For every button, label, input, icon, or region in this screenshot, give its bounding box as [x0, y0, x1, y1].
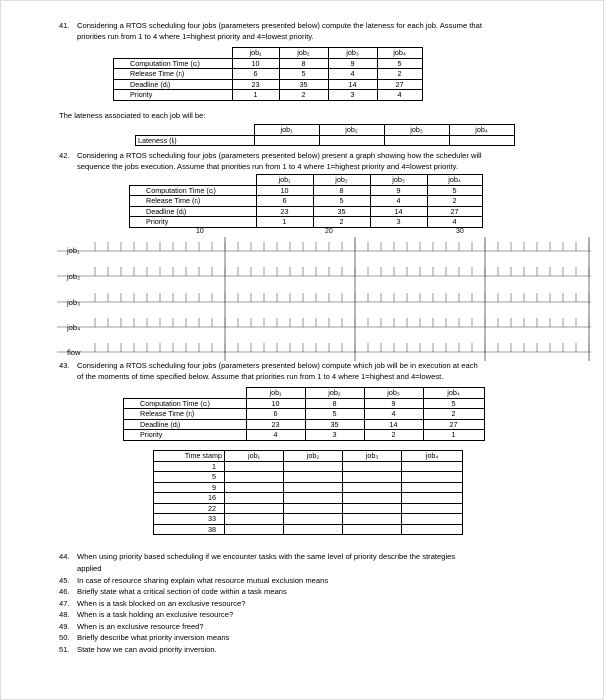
table-header-cell: job₃: [384, 125, 449, 136]
table-cell: 14: [328, 79, 377, 90]
gantt-grid[interactable]: [1, 237, 604, 363]
table-header-cell: job₂: [319, 125, 384, 136]
table-header-cell: job₄: [402, 451, 463, 462]
table-cell: 2: [423, 409, 484, 420]
table-cell: 5: [305, 409, 364, 420]
question-number: 50.: [59, 633, 70, 642]
table-row: [130, 217, 483, 228]
table-corner: [114, 48, 233, 59]
question-43: [59, 361, 478, 372]
table-row: [130, 196, 483, 207]
row-label: Computation Time (cᵢ): [124, 398, 247, 409]
answer-cell[interactable]: [402, 524, 463, 535]
table-cell: 10: [256, 185, 313, 196]
table-header-cell: Time stamp: [154, 451, 225, 462]
table-cell: 1: [232, 90, 279, 101]
table-row: [124, 419, 485, 430]
question-number: 43.: [59, 361, 70, 370]
timestamp-cell: 16: [154, 493, 225, 504]
table-row: [154, 503, 463, 514]
table-row: [124, 409, 485, 420]
table-cell: 5: [377, 58, 422, 69]
timestamp-cell: 38: [154, 524, 225, 535]
table-row: [124, 398, 485, 409]
question-text: When is a task holding an exclusive resource?: [77, 610, 234, 619]
tick-label: 30: [456, 228, 464, 235]
answer-cell[interactable]: [225, 482, 284, 493]
answer-cell[interactable]: [449, 135, 514, 146]
table-cell: 2: [377, 69, 422, 80]
lateness-intro: The lateness associated to each job will be:: [59, 111, 206, 120]
table-cell: 35: [305, 419, 364, 430]
question-text: When using priority based scheduling if we encounter tasks with the same level of priority describe the strategies: [77, 552, 456, 561]
answer-cell[interactable]: [254, 135, 319, 146]
table-cell: 3: [370, 217, 427, 228]
gantt-label-job1: job₁: [67, 246, 80, 255]
answer-cell[interactable]: [343, 461, 402, 472]
table-header-cell: job₁: [225, 451, 284, 462]
answer-cell[interactable]: [225, 493, 284, 504]
answer-cell[interactable]: [284, 514, 343, 525]
question-45: [59, 576, 328, 587]
question-text: Briefly state what a critical section of code within a task means: [77, 587, 287, 596]
question-number: 47.: [59, 598, 70, 608]
table-row: [114, 58, 423, 69]
question-41-line2: priorities run from 1 to 4 where 1=highest priority and 4=lowest priority.: [77, 32, 314, 41]
table-cell: 4: [364, 409, 423, 420]
question-text: In case of resource sharing explain what resource mutual exclusion means: [77, 575, 329, 585]
gantt-label-job3: job₃: [67, 298, 81, 307]
answer-cell[interactable]: [343, 503, 402, 514]
table-cell: 4: [427, 217, 482, 228]
question-number: 46.: [59, 587, 70, 596]
question-44: [59, 552, 455, 563]
row-label: Deadline (dᵢ): [124, 419, 247, 430]
table-header-cell: job₄: [427, 175, 482, 186]
question-41: [59, 21, 482, 32]
timestamp-cell: 9: [154, 482, 225, 493]
question-number: 49.: [59, 621, 70, 631]
row-label: Computation Time (cᵢ): [130, 185, 257, 196]
table-cell: 10: [232, 58, 279, 69]
question-number: 44.: [59, 552, 70, 561]
gantt-label-job4: job₄: [67, 323, 81, 332]
table-row: [124, 430, 485, 441]
question-number: 41.: [59, 21, 70, 30]
table-cell: 23: [232, 79, 279, 90]
question-text: When is a task blocked on an exclusive resource?: [77, 598, 246, 608]
answer-cell[interactable]: [284, 503, 343, 514]
question-43-line2: of the moments of time specified below. Assume that priorities run from 1 to 4 where 1=highest and 4=lowest.: [77, 372, 444, 381]
tick-label: 20: [325, 228, 333, 235]
question-42-line2: sequence the jobs execution. Assume that priorities run from 1 to 4 where 1=highest priority and 4=lowest priority.: [77, 162, 459, 171]
question-47: [59, 599, 245, 610]
question-text: Briefly describe what priority inversion means: [77, 633, 230, 642]
answer-cell[interactable]: [343, 472, 402, 483]
table-header-cell: job₃: [370, 175, 427, 186]
answer-cell[interactable]: [319, 135, 384, 146]
question-51: [59, 645, 217, 656]
table-header-cell: job₃: [328, 48, 377, 59]
row-label: Priority: [130, 217, 257, 228]
table-header-row: [130, 175, 483, 186]
table-header-cell: job₁: [232, 48, 279, 59]
table-row: [130, 206, 483, 217]
table-cell: 35: [279, 79, 328, 90]
table-cell: 1: [256, 217, 313, 228]
q42-parameter-table: [129, 174, 483, 228]
table-corner: [136, 125, 255, 136]
answer-cell[interactable]: [284, 461, 343, 472]
table-corner: [124, 388, 247, 399]
table-row: [154, 514, 463, 525]
table-cell: 6: [256, 196, 313, 207]
table-cell: 2: [364, 430, 423, 441]
table-cell: 2: [279, 90, 328, 101]
row-label: Deadline (dᵢ): [130, 206, 257, 217]
table-cell: 27: [427, 206, 482, 217]
question-48: [59, 610, 233, 621]
table-header-row: [114, 48, 423, 59]
lateness-table: [135, 124, 515, 146]
answer-cell[interactable]: [402, 472, 463, 483]
answer-cell[interactable]: [225, 472, 284, 483]
question-text: Considering a RTOS scheduling four jobs (parameters presented below) present a graph showing how the scheduler will: [77, 151, 482, 160]
timestamp-table: [153, 450, 463, 535]
question-number: 48.: [59, 610, 70, 619]
timestamp-rows: [154, 461, 463, 535]
table-row: [154, 493, 463, 504]
answer-cell[interactable]: [343, 524, 402, 535]
table-header-cell: job₄: [449, 125, 514, 136]
timestamp-cell: 33: [154, 514, 225, 525]
row-label: Lateness (lᵢ): [136, 135, 255, 146]
table-cell: 14: [370, 206, 427, 217]
row-label: Deadline (dᵢ): [114, 79, 233, 90]
tick-label: 10: [196, 228, 204, 235]
gantt-label-job2: job₂: [67, 272, 81, 281]
row-label: Computation Time (cᵢ): [114, 58, 233, 69]
table-header-cell: job₃: [364, 388, 423, 399]
timestamp-cell: 1: [154, 461, 225, 472]
answer-cell[interactable]: [225, 514, 284, 525]
table-header-cell: job₁: [256, 175, 313, 186]
table-header-row: [124, 388, 485, 399]
table-header-cell: job₁: [246, 388, 305, 399]
question-text: Considering a RTOS scheduling four jobs (parameters presented below) compute the lateness for each job. Assume that: [77, 21, 482, 30]
answer-cell[interactable]: [225, 461, 284, 472]
table-cell: 5: [279, 69, 328, 80]
table-row: [154, 472, 463, 483]
table-header-cell: job₃: [343, 451, 402, 462]
table-row: [154, 461, 463, 472]
table-cell: 5: [313, 196, 370, 207]
table-cell: 6: [232, 69, 279, 80]
table-cell: 35: [313, 206, 370, 217]
table-cell: 27: [377, 79, 422, 90]
table-cell: 5: [423, 398, 484, 409]
table-cell: 4: [328, 69, 377, 80]
table-cell: 9: [364, 398, 423, 409]
table-cell: 5: [427, 185, 482, 196]
table-header-row: [154, 451, 463, 462]
row-label: Release Time (rᵢ): [130, 196, 257, 207]
answer-cell[interactable]: [402, 514, 463, 525]
table-cell: 4: [246, 430, 305, 441]
question-text: Considering a RTOS scheduling four jobs (parameters presented below) compute which job will be in execution at each: [77, 361, 478, 370]
table-row: [114, 90, 423, 101]
table-cell: 8: [305, 398, 364, 409]
table-cell: 8: [313, 185, 370, 196]
question-text: State how we can avoid priority inversion.: [77, 644, 217, 654]
question-continuation: applied: [77, 563, 102, 573]
question-42: [59, 151, 482, 162]
table-cell: 14: [364, 419, 423, 430]
answer-cell[interactable]: [225, 524, 284, 535]
gantt-label-flow: flow: [67, 348, 81, 357]
question-49: [59, 622, 204, 633]
table-cell: 2: [427, 196, 482, 207]
table-cell: 2: [313, 217, 370, 228]
table-cell: 23: [246, 419, 305, 430]
table-header-cell: job₄: [423, 388, 484, 399]
question-number: 42.: [59, 151, 70, 160]
answer-cell[interactable]: [402, 503, 463, 514]
answer-cell[interactable]: [402, 461, 463, 472]
table-cell: 1: [423, 430, 484, 441]
answer-cell[interactable]: [284, 493, 343, 504]
table-header-cell: job₂: [313, 175, 370, 186]
answer-cell[interactable]: [343, 493, 402, 504]
table-cell: 4: [377, 90, 422, 101]
table-cell: 9: [328, 58, 377, 69]
table-cell: 3: [305, 430, 364, 441]
table-cell: 4: [370, 196, 427, 207]
table-header-cell: job₂: [284, 451, 343, 462]
timestamp-cell: 5: [154, 472, 225, 483]
answer-cell[interactable]: [284, 524, 343, 535]
question-number: 45.: [59, 575, 70, 585]
table-row: [114, 79, 423, 90]
answer-cell[interactable]: [225, 503, 284, 514]
table-header-cell: job₄: [377, 48, 422, 59]
question-46: [59, 587, 287, 598]
question-text: When is an exclusive resource freed?: [77, 621, 204, 631]
gantt-ticks: [57, 237, 591, 361]
table-cell: 6: [246, 409, 305, 420]
table-cell: 27: [423, 419, 484, 430]
answer-cell[interactable]: [284, 472, 343, 483]
table-cell: 9: [370, 185, 427, 196]
row-label: Priority: [124, 430, 247, 441]
answer-cell[interactable]: [284, 482, 343, 493]
row-label: Priority: [114, 90, 233, 101]
question-number: 51.: [59, 644, 70, 654]
table-header-cell: job₂: [305, 388, 364, 399]
table-cell: 3: [328, 90, 377, 101]
table-row: [154, 482, 463, 493]
table-header-row: [136, 125, 515, 136]
q43-parameter-table: [123, 387, 485, 441]
row-label: Release Time (rᵢ): [114, 69, 233, 80]
answer-cell[interactable]: [343, 482, 402, 493]
answer-cell[interactable]: [402, 493, 463, 504]
answer-cell[interactable]: [343, 514, 402, 525]
answer-cell[interactable]: [384, 135, 449, 146]
table-row: [130, 185, 483, 196]
table-cell: 23: [256, 206, 313, 217]
question-50: [59, 633, 229, 644]
table-header-cell: job₁: [254, 125, 319, 136]
table-corner: [130, 175, 257, 186]
table-cell: 10: [246, 398, 305, 409]
table-row: [136, 135, 515, 146]
table-cell: 8: [279, 58, 328, 69]
table-header-cell: job₂: [279, 48, 328, 59]
row-label: Release Time (rᵢ): [124, 409, 247, 420]
q41-parameter-table: [113, 47, 423, 101]
timestamp-cell: 22: [154, 503, 225, 514]
table-row: [114, 69, 423, 80]
table-row: [154, 524, 463, 535]
answer-cell[interactable]: [402, 482, 463, 493]
